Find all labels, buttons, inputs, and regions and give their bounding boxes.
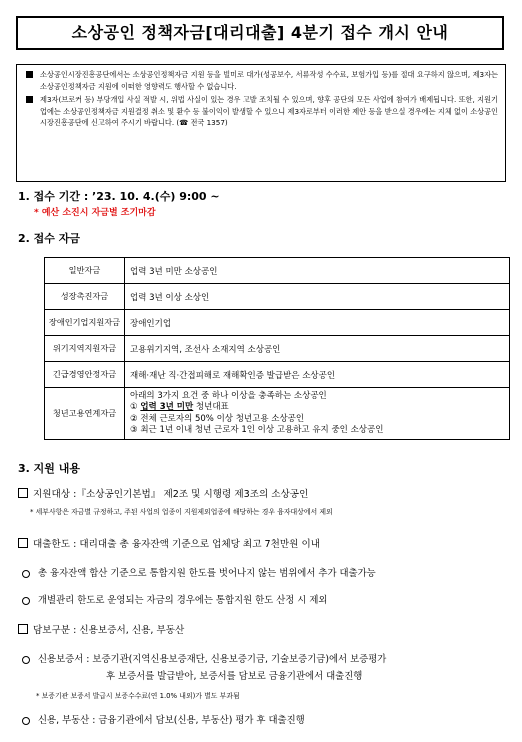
checkbox-square-icon: [18, 538, 28, 548]
fund-desc: [125, 388, 510, 440]
bullet-text: 개별관리 한도로 운영되는 자금의 경우에는 통합지원 한도 산정 시 제외: [38, 595, 328, 606]
fund-table: [44, 257, 510, 440]
notice-box: [16, 64, 506, 182]
fund-desc: 재해·재난 직·간접피해로 재해확인증 발급받은 소상공인: [125, 362, 510, 388]
section-1-heading: 1. 접수 기간 : ’23. 10. 4.(수) 9:00 ~: [18, 190, 220, 203]
collateral-bullet-1: [22, 651, 386, 665]
bullet-text: 신용, 부동산 : 금융기관에서 담보(신용, 부동산) 평가 후 대출진행: [38, 715, 305, 726]
bullet-text: 총 융자잔액 합산 기준으로 통합지원 한도를 벗어나지 않는 범위에서 추가 대출가능: [38, 568, 376, 579]
table-row: [45, 362, 510, 388]
fund-desc: 업력 3년 미만 소상공인: [125, 258, 510, 284]
notice-paragraph: [24, 69, 498, 92]
criterion-number: ①: [130, 402, 138, 412]
youth-criterion-3: ③ 최근 1년 이내 청년 근로자 1인 이상 고용하고 유지 중인 소상공인: [130, 425, 384, 435]
fund-name: 장애인기업지원자금: [45, 310, 125, 336]
budget-note: * 예산 소진시 자금별 조기마감: [34, 208, 156, 218]
section-3-heading: 3. 지원 내용: [18, 462, 80, 475]
target-note: * 세부사항은 자금별 규정하고, 주된 사업의 업종이 지원제외업종에 해당하는 경우 융자대상에서 제외: [30, 508, 333, 516]
collateral-note: * 보증기관 보증서 발급시 보증수수료(연 1.0% 내외)가 별도 부과됨: [36, 692, 240, 700]
target-line: [18, 486, 308, 500]
notice-paragraph: [24, 94, 498, 129]
fund-name: 일반자금: [45, 258, 125, 284]
checkbox-square-icon: [18, 488, 28, 498]
bullet-circle-icon: [22, 656, 30, 664]
notice-text-2: 제3자(브로커 등) 부당개입 사실 적발 시, 위법 사실이 있는 경우 고발 조치될 수 있으며, 향후 공단의 모든 사업에 참여가 배제됩니다. 또한, 지원기업에는 소상공인정책자금 지원결정 취소 및 환수 등 불이익이 발생할 수 있으니 제3자로부터 이러한 제안 등을 받으실 경우에는 지체 없이 소상공인시장진흥공단에 신고하여 주시기 바랍니다. (☎ 전국 1357): [40, 95, 498, 128]
criterion-text: 청년대표: [195, 402, 229, 412]
section-2-heading: 2. 접수 자금: [18, 232, 80, 245]
target-text: 지원대상 :『소상공인기본법』 제2조 및 시행령 제3조의 소상공인: [33, 489, 309, 500]
collateral-text: 담보구분 : 신용보증서, 신용, 부동산: [33, 625, 185, 636]
limit-bullet-2: [22, 592, 327, 606]
bullet-circle-icon: [22, 597, 30, 605]
limit-bullet-1: [22, 565, 376, 579]
bullet-circle-icon: [22, 717, 30, 725]
collateral-bullet-2: [22, 712, 305, 726]
table-row: [45, 284, 510, 310]
fund-name: 성장촉진자금: [45, 284, 125, 310]
bullet-square-icon: [26, 71, 33, 78]
collateral-line: [18, 622, 184, 636]
criterion-emphasis: 업력 3년 미만: [140, 402, 194, 412]
fund-name: 청년고용연계자금: [45, 388, 125, 440]
youth-criterion-2: ② 전체 근로자의 50% 이상 청년고용 소상공인: [130, 413, 305, 424]
fund-name: 긴급경영안정자금: [45, 362, 125, 388]
collateral-bullet-1-cont: 후 보증서를 발급받아, 보증서를 담보로 금융기관에서 대출진행: [106, 671, 363, 682]
bullet-text: 신용보증서 : 보증기관(지역신용보증재단, 신용보증기금, 기술보증기금)에서 보증평가: [38, 654, 387, 665]
youth-criterion-1: [130, 402, 504, 414]
table-row: [45, 258, 510, 284]
fund-desc: 고용위기지역, 조선사 소재지역 소상공인: [125, 336, 510, 362]
limit-line: [18, 536, 320, 550]
limit-text: 대출한도 : 대리대출 총 융자잔액 기준으로 업체당 최고 7천만원 이내: [33, 539, 321, 550]
fund-name: 위기지역지원자금: [45, 336, 125, 362]
bullet-circle-icon: [22, 570, 30, 578]
youth-lead: 아래의 3가지 요건 중 하나 이상을 충족하는 소상공인: [130, 390, 327, 401]
table-row: [45, 388, 510, 440]
fund-desc: 업력 3년 이상 소상인: [125, 284, 510, 310]
page-title: 소상공인 정책자금[대리대출] 4분기 접수 개시 안내: [16, 16, 504, 50]
table-row: [45, 310, 510, 336]
bullet-square-icon: [26, 96, 33, 103]
checkbox-square-icon: [18, 624, 28, 634]
table-row: [45, 336, 510, 362]
notice-text-1: 소상공인시장진흥공단에서는 소상공인정책자금 지원 등을 빌미로 대가(성공보수, 서류작성 수수료, 보험가입 등)를 절대 요구하지 않으며, 제3자는 소상공인정책자금 지원에 이떠한 영향력도 행사할 수 없습니다.: [40, 70, 498, 91]
fund-desc: 장애인기업: [125, 310, 510, 336]
